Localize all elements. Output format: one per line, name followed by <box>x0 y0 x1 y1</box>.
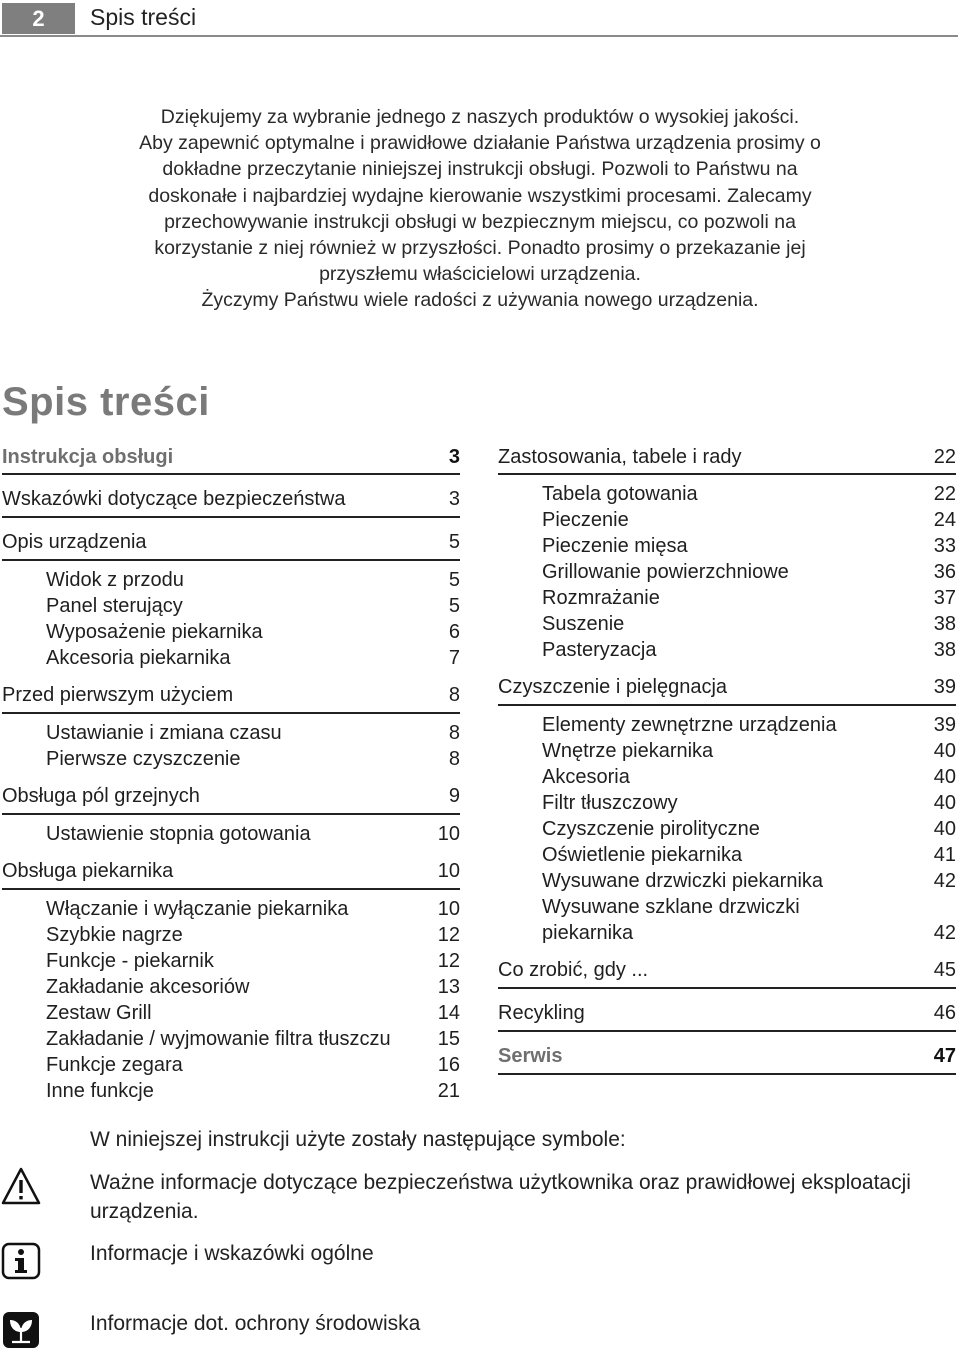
toc-entry-label: Przed pierwszym użyciem <box>2 684 234 706</box>
toc-entry-page: 41 <box>933 844 956 866</box>
intro-line: przechowywanie instrukcji obsługi w bezpiecznym miejscu, co pozwoli na <box>164 210 796 233</box>
toc-entry-page: 12 <box>437 950 460 972</box>
toc-entry-page: 7 <box>448 647 460 669</box>
toc-right-column <box>498 440 956 1081</box>
toc-subsection-entry <box>2 593 460 619</box>
toc-entry-label: Inne funkcje <box>46 1080 154 1102</box>
page-number: 2 <box>2 3 75 34</box>
toc-subsection-entry <box>498 637 956 663</box>
toc-entry-label: Czyszczenie pirolityczne <box>542 818 760 840</box>
symbol-text-info: Informacje i wskazówki ogólne <box>90 1242 374 1265</box>
toc-entry-page: 3 <box>448 488 460 510</box>
toc-subsection-entry <box>498 868 956 894</box>
toc-entry-page: 40 <box>933 818 956 840</box>
warning-triangle-icon <box>0 1166 42 1211</box>
toc-entry-label: Pasteryzacja <box>542 639 657 661</box>
toc-entry-label: Funkcje zegara <box>46 1054 183 1076</box>
intro-line: doskonałe i najbardziej wydajne kierowanie wszystkimi procesami. Zalecamy <box>148 184 812 207</box>
toc-subsection-entry <box>2 1026 460 1052</box>
header-title: Spis treści <box>90 4 197 30</box>
toc-entry-label: Czyszczenie i pielęgnacja <box>498 676 728 698</box>
toc-entry-page: 14 <box>437 1002 460 1024</box>
symbols-intro: W niniejszej instrukcji użyte zostały następujące symbole: <box>90 1128 626 1151</box>
toc-entry-label: Pieczenie mięsa <box>542 535 688 557</box>
intro-line: Dziękujemy za wybranie jednego z naszych produktów o wysokiej jakości. <box>160 106 800 128</box>
toc-entry-page: 42 <box>933 870 956 892</box>
toc-entry-page: 13 <box>437 976 460 998</box>
toc-entry-label: Wysuwane drzwiczki piekarnika <box>542 870 824 892</box>
toc-entry-label: Co zrobić, gdy ... <box>498 959 649 981</box>
toc-section-entry <box>2 524 460 561</box>
toc-subsection-entry <box>2 645 460 671</box>
toc-section-entry <box>2 853 460 890</box>
toc-entry-label: Włączanie i wyłączanie piekarnika <box>46 898 349 920</box>
toc-left-column <box>2 440 460 1104</box>
toc-entry-page: 47 <box>933 1045 956 1067</box>
toc-title: Spis treści <box>2 380 210 424</box>
toc-subsection-entry <box>2 948 460 974</box>
toc-entry-page: 10 <box>437 860 460 882</box>
toc-entry-label: Wyposażenie piekarnika <box>46 621 263 643</box>
toc-entry-label: Wysuwane szklane drzwiczki piekarnika <box>542 896 800 944</box>
toc-subsection-entry <box>2 720 460 746</box>
toc-entry-label: Wskazówki dotyczące bezpieczeństwa <box>2 488 346 510</box>
toc-entry-label: Widok z przodu <box>46 569 184 591</box>
toc-entry-label: Ustawienie stopnia gotowania <box>46 823 311 845</box>
toc-entry-page: 40 <box>933 740 956 762</box>
toc-entry-page: 3 <box>448 446 460 468</box>
toc-entry-label: Zestaw Grill <box>46 1002 152 1024</box>
toc-subsection-entry <box>2 1078 460 1104</box>
toc-entry-label: Zakładanie / wyjmowanie filtra tłuszczu <box>46 1028 391 1050</box>
page-header <box>0 0 960 36</box>
toc-entry-page: 21 <box>437 1080 460 1102</box>
info-icon <box>0 1242 42 1285</box>
toc-entry-page: 33 <box>933 535 956 557</box>
toc-entry-page: 8 <box>448 748 460 770</box>
toc-subsection-entry <box>2 746 460 772</box>
toc-entry-label: Elementy zewnętrzne urządzenia <box>542 714 837 736</box>
toc-entry-page: 45 <box>933 959 956 981</box>
intro-line: korzystanie z niej również w przyszłości. Ponadto prosimy o przekazanie jej <box>154 237 806 260</box>
toc-entry-page: 36 <box>933 561 956 583</box>
toc-section-entry <box>498 952 956 989</box>
intro-paragraph <box>40 104 920 314</box>
toc-entry-label: Zakładanie akcesoriów <box>46 976 250 998</box>
toc-entry-page: 42 <box>933 922 956 944</box>
toc-subsection-entry <box>498 481 956 507</box>
toc-subsection-entry <box>498 611 956 637</box>
toc-entry-page: 38 <box>933 613 956 635</box>
toc-entry-page: 10 <box>437 823 460 845</box>
toc-entry-page: 5 <box>448 595 460 617</box>
environment-leaf-icon <box>0 1310 42 1355</box>
toc-entry-page: 10 <box>437 898 460 920</box>
toc-entry-page: 8 <box>448 722 460 744</box>
toc-section-entry <box>2 481 460 518</box>
toc-entry-label: Szybkie nagrze <box>46 924 183 946</box>
toc-subsection-entry <box>2 1052 460 1078</box>
toc-entry-label: Tabela gotowania <box>542 483 698 505</box>
toc-entry-page: 38 <box>933 639 956 661</box>
intro-line: dokładne przeczytanie niniejszej instrukcji obsługi. Pozwoli to Państwu na <box>162 158 798 181</box>
symbol-text-environment: Informacje dot. ochrony środowiska <box>90 1312 421 1335</box>
toc-entry-page: 39 <box>933 676 956 698</box>
toc-entry-label: Ustawianie i zmiana czasu <box>46 722 282 744</box>
toc-entry-label: Recykling <box>498 1002 585 1024</box>
toc-entry-label: Funkcje - piekarnik <box>46 950 214 972</box>
toc-subsection-entry <box>2 896 460 922</box>
toc-entry-page: 39 <box>933 714 956 736</box>
intro-line: Aby zapewnić optymalne i prawidłowe działanie Państwa urządzenia prosimy o <box>139 132 821 155</box>
toc-entry-page: 40 <box>933 766 956 788</box>
toc-subsection-entry <box>2 567 460 593</box>
toc-entry-label: Zastosowania, tabele i rady <box>498 446 742 468</box>
toc-entry-page: 37 <box>933 587 956 609</box>
toc-entry-page: 24 <box>933 509 956 531</box>
toc-subsection-entry <box>498 764 956 790</box>
toc-subsection-entry <box>498 894 956 946</box>
toc-subsection-entry <box>2 619 460 645</box>
toc-entry-page: 5 <box>448 531 460 553</box>
toc-section-entry <box>2 677 460 714</box>
toc-section-entry <box>498 669 956 706</box>
toc-section-entry <box>498 1038 956 1075</box>
symbol-text-warning: Ważne informacje dotyczące bezpieczeństwa użytkownika oraz prawidłowej eksploatacji urządzenia. <box>90 1171 911 1223</box>
toc-subsection-entry <box>498 738 956 764</box>
intro-line: Życzymy Państwu wiele radości z używania nowego urządzenia. <box>201 289 759 312</box>
toc-entry-page: 12 <box>437 924 460 946</box>
toc-entry-label: Suszenie <box>542 613 625 635</box>
toc-entry-page: 8 <box>448 684 460 706</box>
toc-entry-page: 22 <box>933 483 956 505</box>
toc-subsection-entry <box>498 712 956 738</box>
header-rule <box>0 35 958 37</box>
toc-entry-label: Pierwsze czyszczenie <box>46 748 241 770</box>
toc-entry-label: Akcesoria piekarnika <box>46 647 231 669</box>
toc-entry-label: Grillowanie powierzchniowe <box>542 561 789 583</box>
toc-entry-label: Opis urządzenia <box>2 531 147 553</box>
toc-entry-page: 40 <box>933 792 956 814</box>
toc-entry-page: 5 <box>448 569 460 591</box>
toc-subsection-entry <box>498 790 956 816</box>
toc-entry-page: 9 <box>448 785 460 807</box>
toc-subsection-entry <box>2 974 460 1000</box>
intro-line: przyszłemu właścicielowi urządzenia. <box>319 263 641 286</box>
toc-subsection-entry <box>498 585 956 611</box>
toc-section-entry <box>2 778 460 815</box>
toc-subsection-entry <box>2 922 460 948</box>
toc-entry-label: Instrukcja obsługi <box>2 446 174 468</box>
toc-subsection-entry <box>498 533 956 559</box>
toc-subsection-entry <box>498 507 956 533</box>
toc-entry-label: Panel sterujący <box>46 595 183 617</box>
toc-entry-page: 16 <box>437 1054 460 1076</box>
toc-entry-label: Filtr tłuszczowy <box>542 792 678 814</box>
toc-entry-label: Obsługa piekarnika <box>2 860 174 882</box>
toc-subsection-entry <box>498 842 956 868</box>
toc-entry-page: 46 <box>933 1002 956 1024</box>
toc-section-entry <box>2 440 460 475</box>
toc-entry-page: 15 <box>437 1028 460 1050</box>
toc-entry-page: 22 <box>933 446 956 468</box>
toc-entry-label: Oświetlenie piekarnika <box>542 844 743 866</box>
toc-subsection-entry <box>2 1000 460 1026</box>
toc-entry-label: Akcesoria <box>542 766 630 788</box>
toc-entry-label: Pieczenie <box>542 509 629 531</box>
toc-entry-label: Obsługa pól grzejnych <box>2 785 200 807</box>
toc-entry-label: Rozmrażanie <box>542 587 660 609</box>
toc-subsection-entry <box>2 821 460 847</box>
toc-entry-label: Wnętrze piekarnika <box>542 740 714 762</box>
toc-section-entry <box>498 440 956 475</box>
toc-section-entry <box>498 995 956 1032</box>
toc-subsection-entry <box>498 559 956 585</box>
toc-subsection-entry <box>498 816 956 842</box>
toc-entry-label: Serwis <box>498 1045 563 1067</box>
toc-entry-page: 6 <box>448 621 460 643</box>
